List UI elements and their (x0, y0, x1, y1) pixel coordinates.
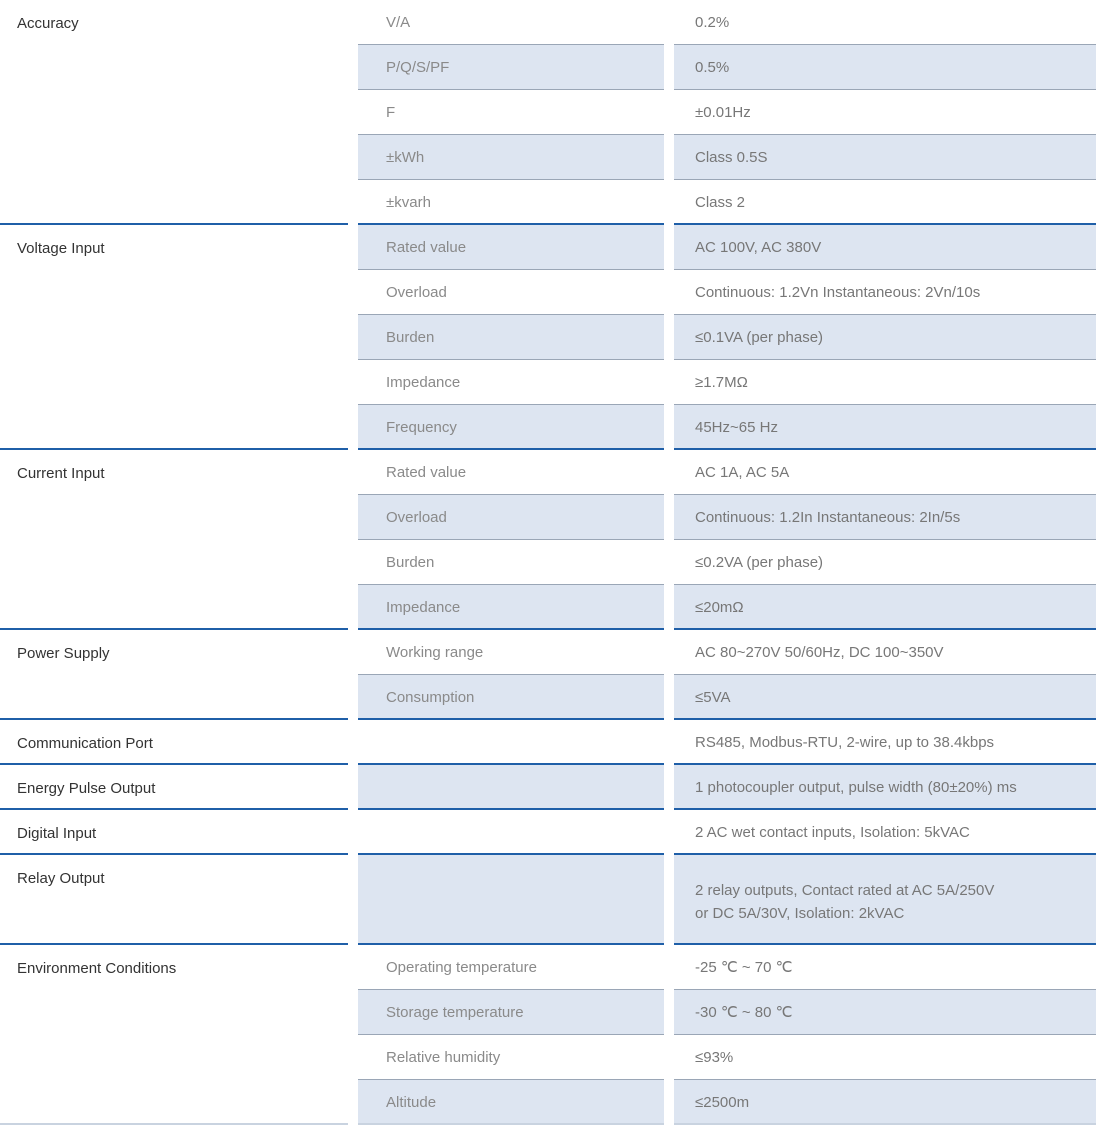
spec-row (0, 45, 1102, 90)
section-title: Power Supply (17, 645, 110, 662)
spec-row (0, 180, 1102, 225)
value-cell (674, 0, 1096, 45)
param-label: ±kWh (386, 149, 425, 166)
section-title: Environment Conditions (17, 960, 177, 977)
value-cell (674, 585, 1096, 630)
value-text: ≤5VA (695, 689, 731, 706)
value-cell (674, 270, 1096, 315)
value-cell (674, 90, 1096, 135)
spec-row (0, 720, 1102, 765)
param-cell (358, 225, 664, 270)
value-text: 1 photocoupler output, pulse width (80±20%) ms (695, 779, 1017, 796)
value-text: Class 2 (695, 194, 746, 211)
param-cell (358, 180, 664, 225)
value-text: Continuous: 1.2In Instantaneous: 2In/5s (695, 509, 961, 526)
spec-row (0, 450, 1102, 495)
value-cell (674, 720, 1096, 765)
param-cell (358, 540, 664, 585)
value-text: Continuous: 1.2Vn Instantaneous: 2Vn/10s (695, 284, 981, 301)
param-cell (358, 990, 664, 1035)
value-cell (674, 855, 1096, 945)
section-title: Digital Input (17, 825, 97, 842)
spec-row (0, 855, 1102, 945)
param-cell (358, 630, 664, 675)
value-text: 2 AC wet contact inputs, Isolation: 5kVAC (695, 824, 970, 841)
param-label: Overload (386, 284, 447, 301)
value-text: ≤2500m (695, 1094, 750, 1111)
param-label: Overload (386, 509, 447, 526)
value-cell (674, 315, 1096, 360)
value-cell (674, 675, 1096, 720)
value-cell (674, 405, 1096, 450)
value-text: RS485, Modbus-RTU, 2-wire, up to 38.4kbps (695, 734, 995, 751)
value-text: ≤0.1VA (per phase) (695, 329, 824, 346)
param-cell (358, 360, 664, 405)
value-text: 2 relay outputs, Contact rated at AC 5A/250V or DC 5A/30V, Isolation: 2kVAC (695, 882, 995, 922)
value-cell (674, 45, 1096, 90)
value-cell (674, 135, 1096, 180)
spec-row (0, 405, 1102, 450)
value-cell (674, 810, 1096, 855)
value-cell (674, 540, 1096, 585)
value-cell (674, 360, 1096, 405)
param-label: F (386, 104, 396, 121)
param-cell (358, 450, 664, 495)
param-label: Operating temperature (386, 959, 537, 976)
param-cell (358, 90, 664, 135)
value-cell (674, 945, 1096, 990)
value-cell (674, 1035, 1096, 1080)
spec-row (0, 225, 1102, 270)
value-text: AC 80~270V 50/60Hz, DC 100~350V (695, 644, 944, 661)
value-cell (674, 990, 1096, 1035)
value-text: 0.5% (695, 59, 730, 76)
param-label: P/Q/S/PF (386, 59, 450, 76)
param-cell (358, 1080, 664, 1125)
param-cell (358, 45, 664, 90)
spec-row (0, 360, 1102, 405)
value-text: ≤93% (695, 1049, 734, 1066)
spec-row (0, 135, 1102, 180)
param-label: Burden (386, 554, 435, 571)
value-cell (674, 225, 1096, 270)
value-text: Class 0.5S (695, 149, 768, 166)
param-cell (358, 675, 664, 720)
section-title: Accuracy (17, 15, 79, 32)
param-label: Working range (386, 644, 484, 661)
param-cell (358, 1035, 664, 1080)
spec-row (0, 0, 1102, 45)
param-label: Rated value (386, 239, 467, 256)
param-label: Storage temperature (386, 1004, 524, 1021)
spec-row (0, 585, 1102, 630)
param-cell (358, 315, 664, 360)
param-label: Altitude (386, 1094, 437, 1111)
spec-row (0, 990, 1102, 1035)
param-label: V/A (386, 14, 411, 31)
spec-row (0, 1080, 1102, 1125)
spec-row (0, 765, 1102, 810)
section-title: Current Input (17, 465, 105, 482)
section-title: Relay Output (17, 870, 105, 887)
spec-row (0, 315, 1102, 360)
param-cell (358, 765, 664, 810)
spec-row (0, 810, 1102, 855)
param-cell (358, 495, 664, 540)
param-cell (358, 270, 664, 315)
spec-row (0, 1035, 1102, 1080)
section-title: Energy Pulse Output (17, 780, 156, 797)
param-cell (358, 135, 664, 180)
section-title: Voltage Input (17, 240, 105, 257)
param-label: Impedance (386, 599, 461, 616)
value-text: ±0.01Hz (695, 104, 751, 121)
param-cell (358, 0, 664, 45)
value-text: ≤20mΩ (695, 599, 744, 616)
param-cell (358, 855, 664, 945)
value-cell (674, 450, 1096, 495)
spec-row (0, 90, 1102, 135)
param-cell (358, 585, 664, 630)
value-text: ≤0.2VA (per phase) (695, 554, 824, 571)
param-label: Frequency (386, 419, 457, 436)
section-title: Communication Port (17, 735, 153, 752)
value-cell (674, 1080, 1096, 1125)
value-cell (674, 180, 1096, 225)
param-cell (358, 720, 664, 765)
spec-row (0, 540, 1102, 585)
param-label: Consumption (386, 689, 475, 706)
param-label: Rated value (386, 464, 467, 481)
param-label: Burden (386, 329, 435, 346)
value-text: -25 ℃ ~ 70 ℃ (695, 959, 793, 976)
value-text: -30 ℃ ~ 80 ℃ (695, 1004, 793, 1021)
spec-row (0, 495, 1102, 540)
value-cell (674, 630, 1096, 675)
spec-row (0, 270, 1102, 315)
param-label: Relative humidity (386, 1049, 501, 1066)
param-cell (358, 405, 664, 450)
value-text: AC 1A, AC 5A (695, 464, 790, 481)
value-text: 45Hz~65 Hz (695, 419, 778, 436)
param-label: ±kvarh (386, 194, 431, 211)
value-text: 0.2% (695, 14, 730, 31)
value-text: ≥1.7MΩ (695, 374, 748, 391)
spec-row (0, 945, 1102, 990)
value-cell (674, 495, 1096, 540)
value-text: AC 100V, AC 380V (695, 239, 822, 256)
value-cell (674, 765, 1096, 810)
param-cell (358, 810, 664, 855)
param-label: Impedance (386, 374, 461, 391)
spec-row (0, 675, 1102, 720)
param-cell (358, 945, 664, 990)
spec-row (0, 630, 1102, 675)
